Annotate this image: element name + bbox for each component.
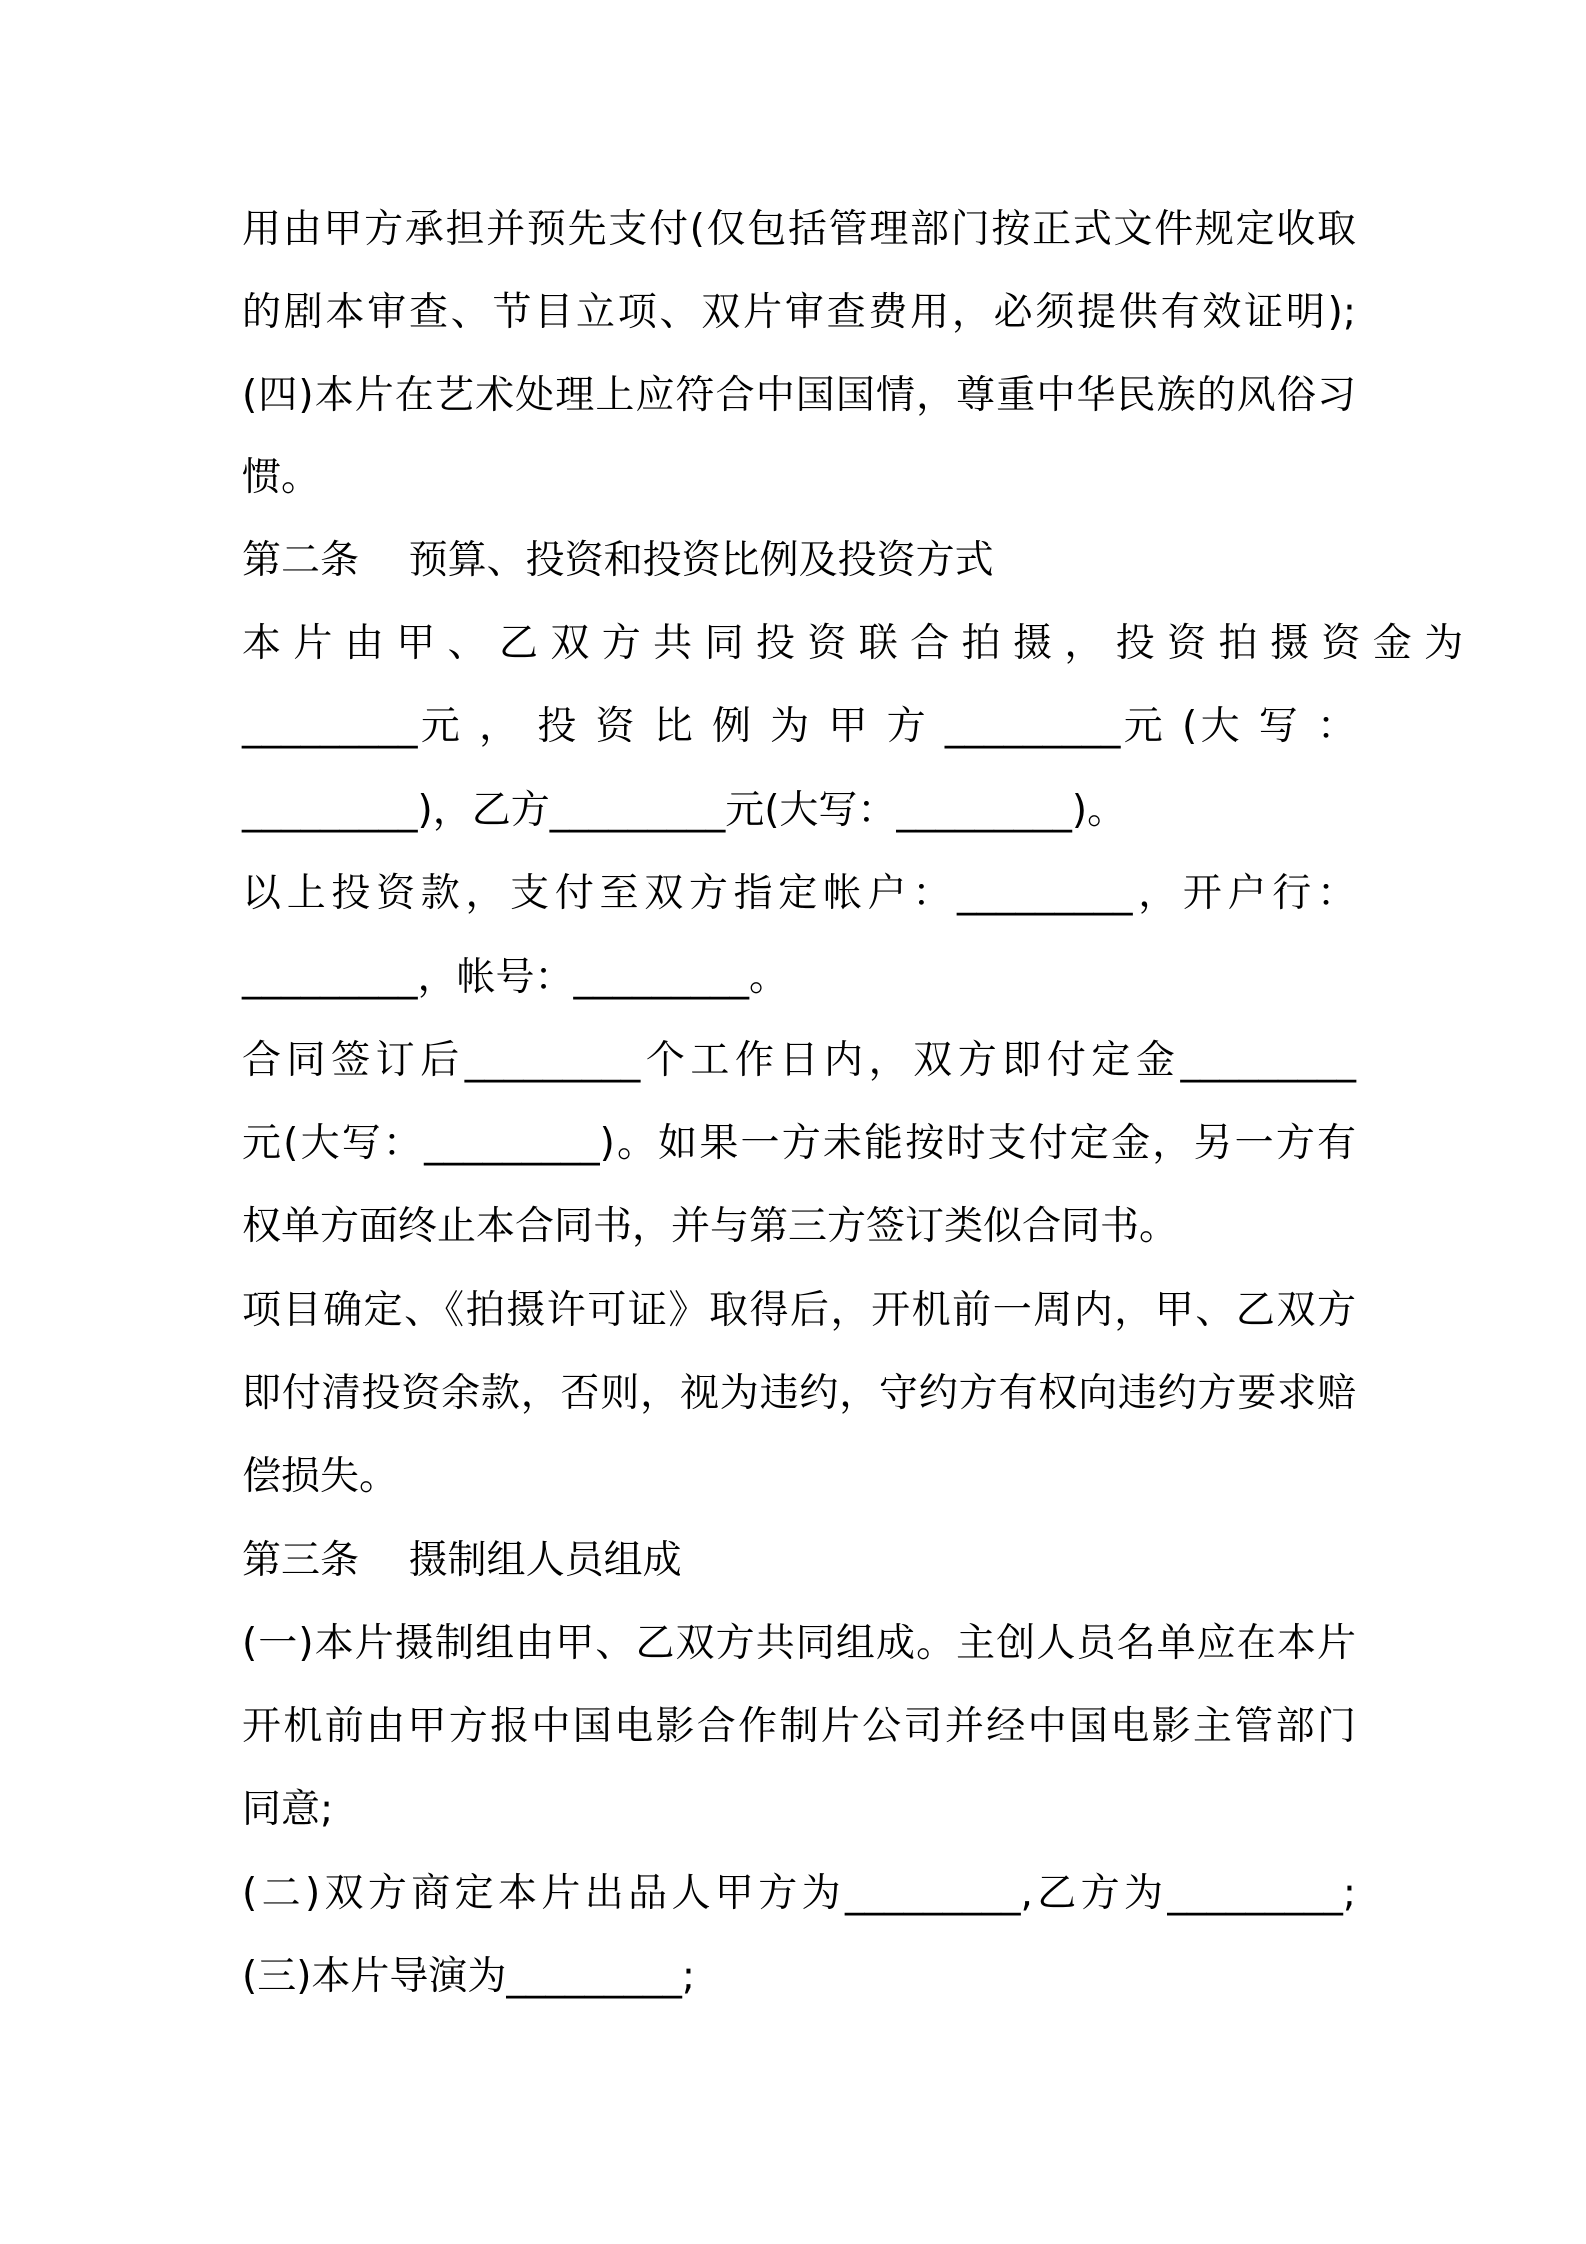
text-line: _________)，乙方_________元(大写：_________)。 — [242, 788, 1127, 833]
text-line: _________元 ， 投 资 比 例 为 甲 方 _________元 (大 写 ： — [242, 704, 1356, 749]
text-line: 开机前由甲方报中国电影合作制片公司并经中国电影主管部门 — [242, 1704, 1356, 1749]
text-line: (一)本片摄制组由甲、乙双方共同组成。主创人员名单应在本片 — [242, 1621, 1356, 1666]
text-line: 以上投资款，支付至双方指定帐户：_________，开户行： — [242, 871, 1356, 916]
text-line: 合同签订后_________个工作日内，双方即付定金_________ — [242, 1038, 1356, 1083]
text-line: 权单方面终止本合同书，并与第三方签订类似合同书。 — [242, 1204, 1179, 1249]
text-line: (二)双方商定本片出品人甲方为_________,乙方为_________; — [242, 1871, 1356, 1916]
text-line: 偿损失。 — [242, 1454, 399, 1499]
text-line: 即付清投资余款，否则，视为违约，守约方有权向违约方要求赔 — [242, 1371, 1356, 1416]
text-line: 元(大写：_________)。如果一方未能按时支付定金，另一方有 — [242, 1121, 1356, 1166]
text-line: _________，帐号：_________。 — [242, 955, 789, 1000]
text-line: 惯。 — [242, 455, 321, 500]
section-heading: 第二条 预算、投资和投资比例及投资方式 — [242, 538, 994, 583]
text-line: (三)本片导演为_________; — [242, 1954, 696, 1999]
text-line: 项目确定、《拍摄许可证》取得后，开机前一周内，甲、乙双方 — [242, 1288, 1356, 1333]
text-line: 的剧本审查、节目立项、双片审查费用，必须提供有效证明); — [242, 290, 1356, 335]
text-line: (四)本片在艺术处理上应符合中国国情，尊重中华民族的风俗习 — [242, 373, 1356, 418]
section-heading: 第三条 摄制组人员组成 — [242, 1538, 682, 1583]
text-line: 用由甲方承担并预先支付(仅包括管理部门按正式文件规定收取 — [242, 207, 1356, 252]
text-line: 同意; — [242, 1787, 334, 1832]
text-line: 本 片 由 甲 、 乙 双 方 共 同 投 资 联 合 拍 摄 ， 投 资 拍 摄 资 金 为 — [242, 621, 1464, 666]
